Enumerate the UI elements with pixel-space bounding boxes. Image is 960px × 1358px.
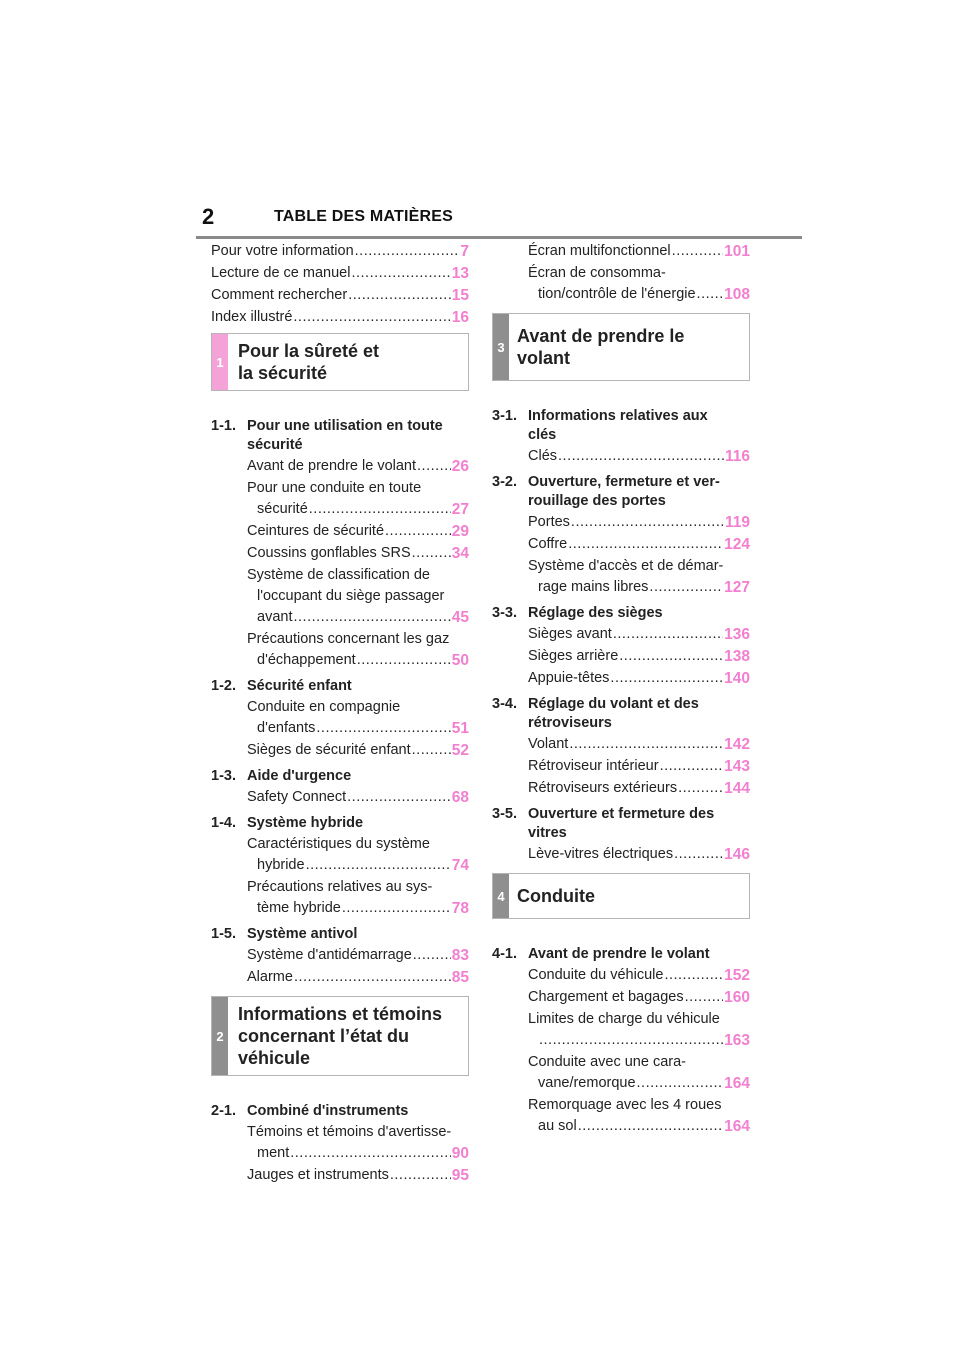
toc-entry[interactable]: Écran multifonctionnel ..... 101 bbox=[492, 241, 750, 262]
toc-entry[interactable]: Chargement et bagages ..... 160 bbox=[492, 987, 750, 1008]
toc-entry[interactable]: Avant de prendre le volant ..... 26 bbox=[211, 456, 469, 477]
chapter-title: Avant de prendre le volant bbox=[517, 326, 685, 368]
toc-entry[interactable]: Précautions concernant les gaz d'échappement ..... 50 bbox=[211, 629, 469, 671]
toc-entry[interactable]: Pour une conduite en toute sécurité ..... 27 bbox=[211, 478, 469, 520]
toc-entry[interactable]: Rétroviseurs extérieurs ..... 144 bbox=[492, 778, 750, 799]
toc-entry[interactable]: Conduite du véhicule ..... 152 bbox=[492, 965, 750, 986]
chapter-tab: 1 bbox=[212, 334, 228, 390]
toc-right-column bbox=[492, 240, 750, 1137]
section-heading[interactable]: 1-1. Pour une utilisation en toute sécurité bbox=[211, 418, 443, 453]
toc-entry[interactable]: Système d'accès et de démar- rage mains libres ..... 127 bbox=[492, 556, 750, 598]
toc-entry[interactable]: Appuie-têtes ..... 140 bbox=[492, 668, 750, 689]
toc-entry[interactable]: Index illustré ..... 16 bbox=[211, 307, 469, 328]
section-heading[interactable]: 1-2. Sécurité enfant bbox=[211, 678, 352, 694]
section-heading[interactable]: 1-3. Aide d'urgence bbox=[211, 768, 352, 784]
toc-entry[interactable]: Caractéristiques du système hybride ..... 74 bbox=[211, 834, 469, 876]
toc-entry[interactable]: Conduite en compagnie d'enfants ..... 51 bbox=[211, 697, 469, 739]
toc-entry[interactable]: Safety Connect ..... 68 bbox=[211, 787, 469, 808]
section-heading[interactable]: 1-5. Système antivol bbox=[211, 926, 358, 942]
toc-entry[interactable]: Alarme ..... 85 bbox=[211, 967, 469, 988]
toc-entry[interactable]: Système d'antidémarrage ..... 83 bbox=[211, 945, 469, 966]
toc-entry[interactable]: Comment rechercher ..... 15 bbox=[211, 285, 469, 306]
chapter-tab: 4 bbox=[493, 874, 509, 918]
toc-entry[interactable]: Coffre ..... 124 bbox=[492, 534, 750, 555]
toc-entry[interactable]: Coussins gonflables SRS ..... 34 bbox=[211, 543, 469, 564]
section-heading[interactable]: 3-2. Ouverture, fermeture et ver- rouillage des portes bbox=[492, 474, 720, 509]
toc-entry[interactable]: Lève-vitres électriques ..... 146 bbox=[492, 844, 750, 865]
page-title: TABLE DES MATIÈRES bbox=[274, 208, 454, 225]
section-heading[interactable]: 2-1. Combiné d'instruments bbox=[211, 1103, 409, 1119]
toc-entry[interactable]: Précautions relatives au sys- tème hybride ..... 78 bbox=[211, 877, 469, 919]
section-heading[interactable]: 1-4. Système hybride bbox=[211, 815, 364, 831]
toc-entry[interactable]: Limites de charge du véhicule ..... 163 bbox=[492, 1009, 750, 1051]
toc-entry[interactable]: Rétroviseur intérieur ..... 143 bbox=[492, 756, 750, 777]
toc-entry[interactable]: Conduite avec une cara- vane/remorque ..... 164 bbox=[492, 1052, 750, 1094]
section-heading[interactable]: 3-1. Informations relatives aux clés bbox=[492, 408, 708, 443]
chapter-tab: 2 bbox=[212, 997, 228, 1075]
toc-entry[interactable]: Sièges de sécurité enfant ..... 52 bbox=[211, 740, 469, 761]
toc-entry[interactable]: Lecture de ce manuel ..... 13 bbox=[211, 263, 469, 284]
toc-entry[interactable]: Écran de consomma- tion/contrôle de l'énergie ..... 108 bbox=[492, 263, 750, 305]
chapter-title: Conduite bbox=[517, 886, 595, 906]
toc-entry[interactable]: Clés ..... 116 bbox=[492, 446, 750, 467]
page-number: 2 bbox=[202, 204, 215, 229]
section-heading[interactable]: 3-4. Réglage du volant et des rétroviseurs bbox=[492, 696, 699, 731]
chapter-1-box[interactable] bbox=[211, 333, 469, 391]
toc-entry[interactable]: Remorquage avec les 4 roues au sol ..... 164 bbox=[492, 1095, 750, 1137]
chapter-title: Pour la sûreté et la sécurité bbox=[238, 341, 380, 383]
toc-entry[interactable]: Système de classification de l'occupant du siège passager avant ..... 45 bbox=[211, 565, 469, 628]
toc-entry[interactable]: Sièges arrière ..... 138 bbox=[492, 646, 750, 667]
toc-entry[interactable]: Volant ..... 142 bbox=[492, 734, 750, 755]
chapter-3-box[interactable] bbox=[492, 313, 750, 381]
section-heading[interactable]: 3-3. Réglage des sièges bbox=[492, 605, 663, 621]
chapter-2-box[interactable] bbox=[211, 996, 469, 1076]
toc-left-column bbox=[211, 240, 469, 1186]
chapter-title: Informations et témoins concernant l’état du véhicule bbox=[238, 1004, 443, 1068]
section-heading[interactable]: 3-5. Ouverture et fermeture des vitres bbox=[492, 806, 715, 841]
toc-entry[interactable]: Jauges et instruments ..... 95 bbox=[211, 1165, 469, 1186]
chapter-4-box[interactable] bbox=[492, 873, 750, 919]
page-header bbox=[196, 204, 802, 239]
section-heading[interactable]: 4-1. Avant de prendre le volant bbox=[492, 946, 710, 962]
chapter-tab: 3 bbox=[493, 314, 509, 380]
toc-entry[interactable]: Pour votre information ..... 7 bbox=[211, 241, 469, 262]
toc-entry[interactable]: Témoins et témoins d'avertisse- ment ..... 90 bbox=[211, 1122, 469, 1164]
toc-entry[interactable]: Ceintures de sécurité ..... 29 bbox=[211, 521, 469, 542]
toc-entry[interactable]: Portes ..... 119 bbox=[492, 512, 750, 533]
toc-entry[interactable]: Sièges avant ..... 136 bbox=[492, 624, 750, 645]
